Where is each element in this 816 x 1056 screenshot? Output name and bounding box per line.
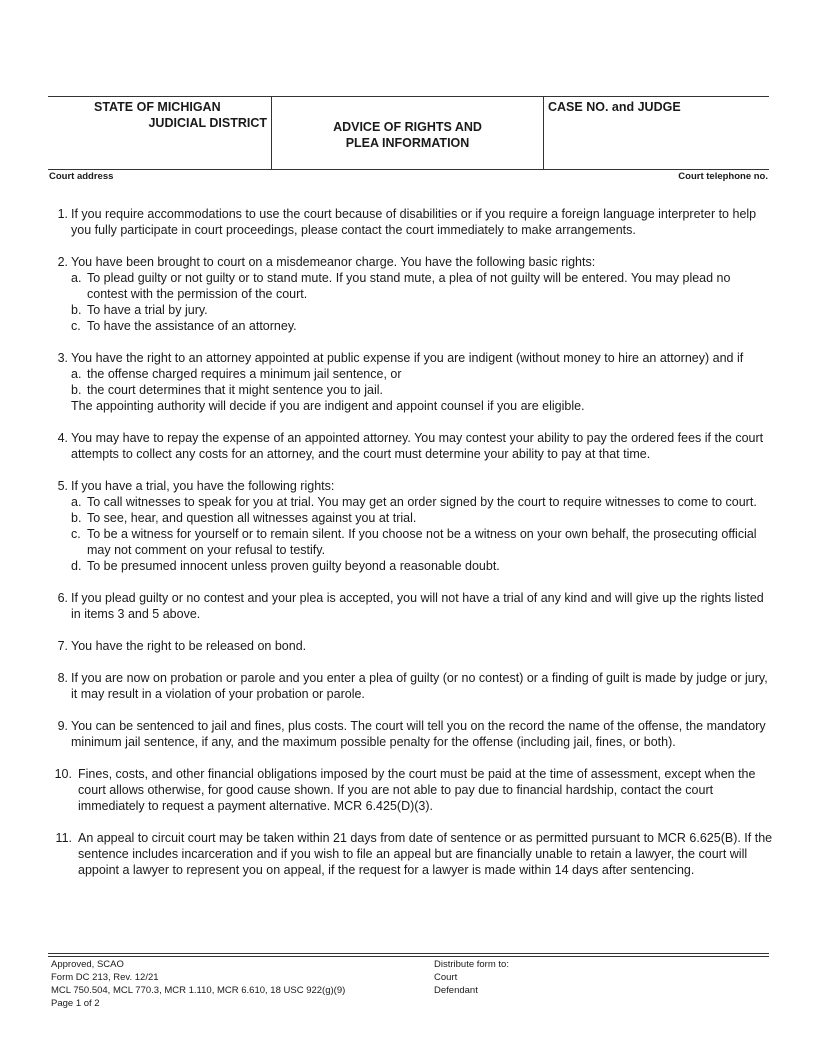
sub-item-letter: b. [71,303,82,317]
sub-item [71,510,774,526]
footer-divider-2 [48,956,769,957]
distribute-label: Distribute form to: [434,959,509,970]
sub-item [71,318,774,334]
item-number: 11. [55,831,72,845]
legal-citations: MCL 750.504, MCL 770.3, MCR 1.110, MCR 6.610, 18 USC 922(g)(9) [51,985,346,996]
distribute-court: Court [434,972,458,983]
item-number: 2. [57,255,68,269]
form-header [48,96,769,170]
list-item [50,590,774,622]
item-text: Fines, costs, and other financial obligations imposed by the court must be paid at the time of assessment, except when the court allows otherwise, for good cause shown. If you are not able to pay due to financial hardship, contact the court immediately to request a payment alternative. MCR 6.425(D)(3). [78,767,756,813]
item-body [68,638,774,654]
item-body [68,206,774,238]
item-body [72,830,774,878]
item-body [68,350,774,414]
district-label: JUDICIAL DISTRICT [148,116,267,130]
sub-item-text: To be presumed innocent unless proven guilty beyond a reasonable doubt. [87,559,500,573]
item-body [72,766,774,814]
list-item [50,350,774,414]
item-text: You can be sentenced to jail and fines, plus costs. The court will tell you on the record the name of the offense, the mandatory minimum jail sentence, if any, and the maximum possible penalty for the offense (including jail, fines, or both). [71,719,766,749]
court-telephone-label: Court telephone no. [678,171,768,182]
list-item [50,670,774,702]
sub-item-letter: a. [71,367,82,381]
sub-item-letter: d. [71,559,82,573]
sub-item [71,270,774,302]
list-item [50,638,774,654]
form-info [51,958,345,1010]
sub-item-text: the offense charged requires a minimum jail sentence, or [87,367,402,381]
form-title [272,119,543,151]
sub-item-letter: a. [71,495,82,509]
distribute-defendant: Defendant [434,985,478,996]
item-number: 5. [57,479,68,493]
item-body [68,430,774,462]
item-number: 9. [57,719,68,733]
item-text: An appeal to circuit court may be taken within 21 days from date of sentence or as permitted pursuant to MCR 6.625(B). If the sentence includes incarceration and if you wish to file an appeal but are financially unable to retain a lawyer, the court will appoint a lawyer to represent you on appeal, if the request for a lawyer is made within 14 days after sentencing. [78,831,773,877]
item-number: 7. [57,639,68,653]
case-no-judge-label: CASE NO. and JUDGE [548,100,681,114]
item-body [68,718,774,750]
sub-item [71,302,774,318]
sub-item [71,366,774,382]
sub-item-text: To be a witness for yourself or to remain silent. If you choose not be a witness on your own behalf, the prosecuting official may not comment on your refusal to testify. [87,527,757,557]
item-text: If you plead guilty or no contest and your plea is accepted, you will not have a trial of any kind and will give up the rights listed in items 3 and 5 above. [71,591,764,621]
sub-item-text: the court determines that it might sentence you to jail. [87,383,383,397]
item-body [68,254,774,334]
list-item [50,206,774,238]
sub-item-text: To plead guilty or not guilty or to stand mute. If you stand mute, a plea of not guilty will be entered. You may plead no contest with the permission of the court. [87,271,731,301]
footer-divider [48,953,769,954]
item-text: If you are now on probation or parole and you enter a plea of guilty (or no contest) or a finding of guilt is made by judge or jury, it may result in a violation of your probation or parole. [71,671,768,701]
item-number: 6. [57,591,68,605]
item-note: The appointing authority will decide if you are indigent and appoint counsel if you are eligible. [71,399,585,413]
item-number: 4. [57,431,68,445]
distribution-info [434,958,509,997]
form-number: Form DC 213, Rev. 12/21 [51,972,159,983]
item-text: If you require accommodations to use the court because of disabilities or if you require a foreign language interpreter to help you fully participate in court proceedings, please contact the court immediately to make arrangements. [71,207,757,237]
item-number: 1. [57,207,68,221]
item-number: 10. [54,767,72,781]
state-label: STATE OF MICHIGAN [94,100,221,114]
item-body [68,590,774,622]
sub-item [71,558,774,574]
list-item [50,766,774,814]
sub-item-text: To see, hear, and question all witnesses against you at trial. [87,511,417,525]
case-cell [544,97,769,169]
item-body [68,478,774,574]
list-item [50,830,774,878]
approved-text: Approved, SCAO [51,959,124,970]
item-text: You may have to repay the expense of an appointed attorney. You may contest your ability to pay the ordered fees if the court attempts to collect any costs for an attorney, and the court must determine your ability to pay at that time. [71,431,764,461]
sub-item [71,494,774,510]
sub-item [71,526,774,558]
item-number: 3. [57,351,68,365]
rights-list [50,206,774,894]
sub-item-letter: b. [71,511,82,525]
page-number: Page 1 of 2 [51,998,100,1009]
form-title-line2: PLEA INFORMATION [345,136,470,150]
item-number: 8. [57,671,68,685]
court-address-label: Court address [49,171,114,182]
item-text: You have the right to be released on bond. [71,639,307,653]
sub-item [71,382,774,398]
sub-item-letter: a. [71,271,82,285]
sub-item-text: To have the assistance of an attorney. [87,319,297,333]
item-text: You have been brought to court on a misdemeanor charge. You have the following basic rights: [71,255,596,269]
title-cell [272,97,544,169]
list-item [50,478,774,574]
item-text: If you have a trial, you have the following rights: [71,479,335,493]
sub-item-text: To call witnesses to speak for you at trial. You may get an order signed by the court to require witnesses to come to court. [87,495,757,509]
item-text: You have the right to an attorney appointed at public expense if you are indigent (without money to hire an attorney) and if [71,351,744,365]
form-title-line1: ADVICE OF RIGHTS AND [333,120,482,134]
item-body [68,670,774,702]
sub-item-letter: c. [71,527,81,541]
court-info-cell [48,97,272,169]
sub-item-letter: b. [71,383,82,397]
sub-item-letter: c. [71,319,81,333]
sub-item-text: To have a trial by jury. [87,303,208,317]
list-item [50,254,774,334]
list-item [50,718,774,750]
list-item [50,430,774,462]
